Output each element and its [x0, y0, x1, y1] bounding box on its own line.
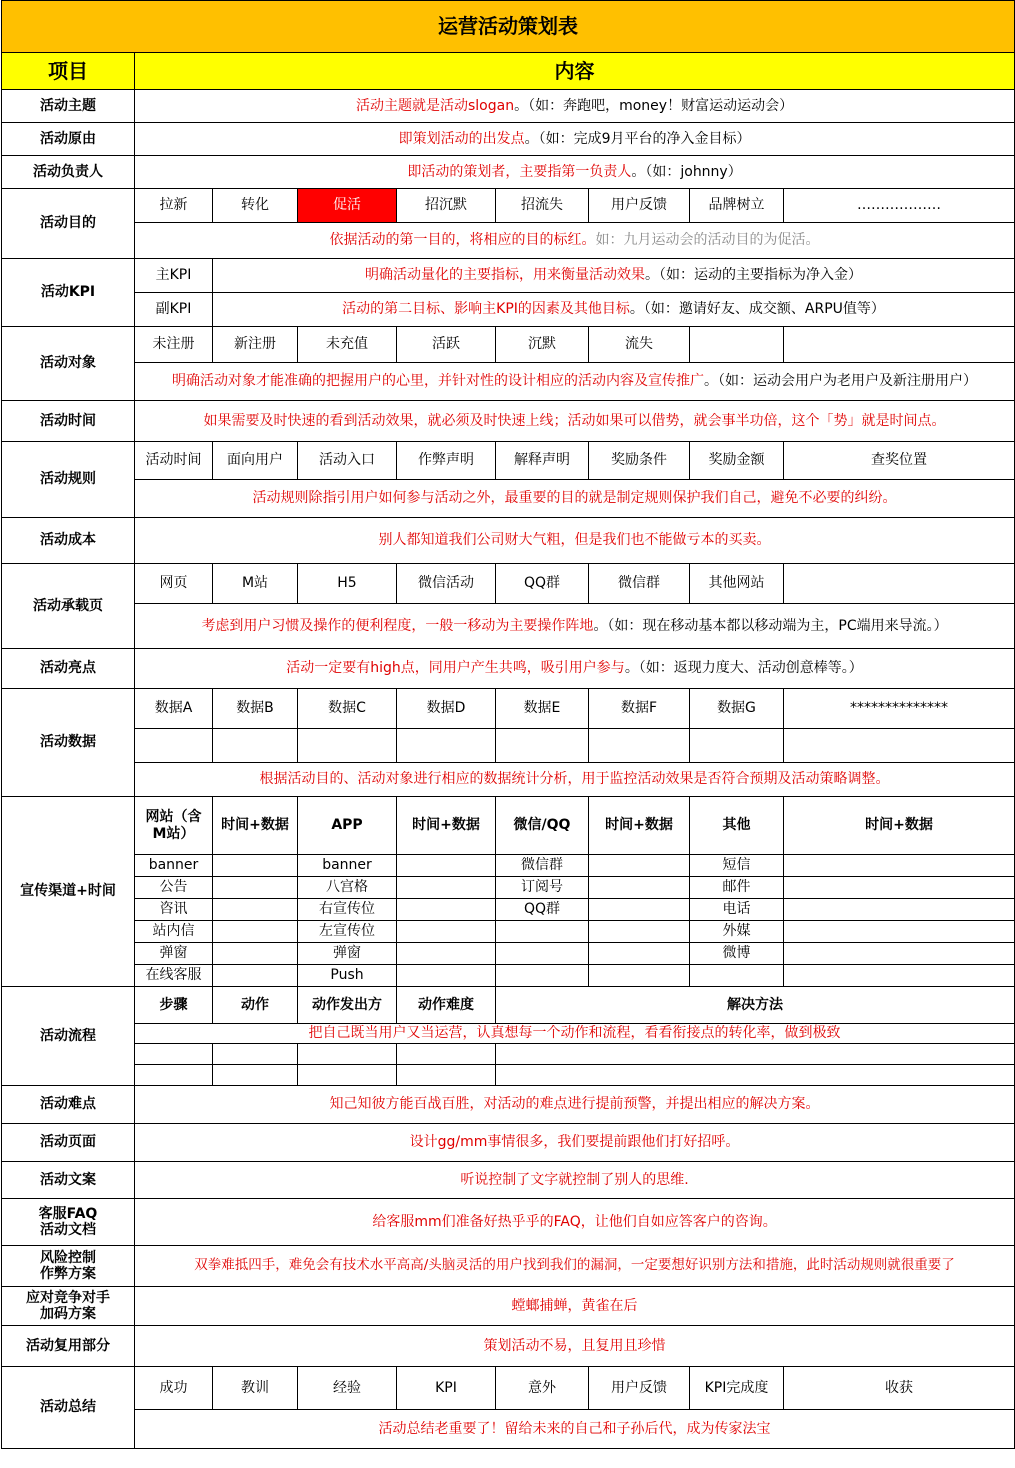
- channel-cell: 弹窗: [298, 943, 397, 965]
- target-option: [690, 327, 784, 363]
- reason-note: 即策划活动的出发点。（如：完成9月平台的净入金目标）: [135, 123, 1015, 156]
- data-cell: [397, 729, 496, 763]
- channel-cell: 短信: [690, 855, 784, 877]
- header-content: 内容: [135, 53, 1015, 90]
- flow-cell: [397, 1065, 496, 1086]
- rules-option: 解释声明: [496, 442, 589, 480]
- owner-note: 即活动的策划者，主要指第一负责人。（如：johnny）: [135, 156, 1015, 189]
- channel-cell: 左宣传位: [298, 921, 397, 943]
- flow-note: 把自己既当用户又当运营，认真想每一个动作和流程，看看衔接点的转化率，做到极致: [135, 1024, 1015, 1044]
- channel-header: 网站（含M站）: [135, 797, 213, 855]
- goal-option: 拉新: [135, 189, 213, 223]
- row-label-summary: 活动总结: [2, 1367, 135, 1449]
- channel-cell: [397, 921, 496, 943]
- goal-option-highlighted: 促活: [298, 189, 397, 223]
- channel-cell: [589, 899, 690, 921]
- flow-cell: [213, 1065, 298, 1086]
- channel-cell: [397, 855, 496, 877]
- goal-option: 用户反馈: [589, 189, 690, 223]
- pages-option: H5: [298, 564, 397, 604]
- target-option: [784, 327, 1015, 363]
- row-label-highlight: 活动亮点: [2, 649, 135, 689]
- channel-cell: [589, 965, 690, 987]
- channel-cell: [589, 877, 690, 899]
- channel-cell: 在线客服: [135, 965, 213, 987]
- faq-note: 给客服mm们准备好热乎乎的FAQ，让他们自如应答客户的咨询。: [135, 1199, 1015, 1246]
- rules-option: 活动时间: [135, 442, 213, 480]
- data-option: 数据B: [213, 689, 298, 729]
- target-option: 未注册: [135, 327, 213, 363]
- summary-option: 用户反馈: [589, 1367, 690, 1410]
- flow-header: 动作难度: [397, 987, 496, 1024]
- row-label-copy: 活动文案: [2, 1162, 135, 1199]
- channel-header: 时间+数据: [589, 797, 690, 855]
- goal-option: 品牌树立: [690, 189, 784, 223]
- channel-cell: [589, 943, 690, 965]
- flow-header: 解决方法: [496, 987, 1015, 1024]
- channel-cell: [213, 877, 298, 899]
- data-cell: [135, 729, 213, 763]
- competitor-note: 螳螂捕蝉，黄雀在后: [135, 1287, 1015, 1326]
- copy-note: 听说控制了文字就控制了别人的思维.: [135, 1162, 1015, 1199]
- flow-cell: [135, 1044, 213, 1065]
- kpi-sub-label: 副KPI: [135, 293, 213, 327]
- row-label-data: 活动数据: [2, 689, 135, 797]
- summary-note: 活动总结老重要了！留给未来的自己和子孙后代，成为传家法宝: [135, 1410, 1015, 1449]
- summary-option: 经验: [298, 1367, 397, 1410]
- data-option: 数据G: [690, 689, 784, 729]
- pages-option: [784, 564, 1015, 604]
- page-title: 运营活动策划表: [2, 1, 1015, 53]
- target-option: 活跃: [397, 327, 496, 363]
- channel-cell: [213, 965, 298, 987]
- data-cell: [589, 729, 690, 763]
- flow-header: 步骤: [135, 987, 213, 1024]
- highlight-note: 活动一定要有high点，同用户产生共鸣，吸引用户参与。（如：返现力度大、活动创意棒等。）: [135, 649, 1015, 689]
- channel-cell: [784, 965, 1015, 987]
- data-option: 数据F: [589, 689, 690, 729]
- channel-header: 时间+数据: [213, 797, 298, 855]
- rules-option: 奖励金额: [690, 442, 784, 480]
- channel-cell: 订阅号: [496, 877, 589, 899]
- activity-plan-table: [1, 0, 1015, 1449]
- target-note: 明确活动对象才能准确的把握用户的心里，并针对性的设计相应的活动内容及宣传推广。（如：运动会用户为老用户及新注册用户）: [135, 363, 1015, 401]
- channel-cell: 微博: [690, 943, 784, 965]
- channel-cell: [213, 943, 298, 965]
- channel-cell: 邮件: [690, 877, 784, 899]
- pages-option: 其他网站: [690, 564, 784, 604]
- data-cell: [298, 729, 397, 763]
- row-label-kpi: 活动KPI: [2, 259, 135, 327]
- flow-cell: [298, 1044, 397, 1065]
- data-cell: [784, 729, 1015, 763]
- row-label-target: 活动对象: [2, 327, 135, 401]
- flow-cell: [397, 1044, 496, 1065]
- channel-cell: [397, 965, 496, 987]
- goal-option: ………………: [784, 189, 1015, 223]
- channel-cell: 公告: [135, 877, 213, 899]
- channel-cell: [784, 943, 1015, 965]
- channel-cell: [496, 943, 589, 965]
- flow-cell: [496, 1065, 1015, 1086]
- header-item: 项目: [2, 53, 135, 90]
- channel-cell: [496, 921, 589, 943]
- data-cell: [213, 729, 298, 763]
- kpi-main-label: 主KPI: [135, 259, 213, 293]
- rules-option: 作弊声明: [397, 442, 496, 480]
- summary-option: 教训: [213, 1367, 298, 1410]
- rules-option: 奖励条件: [589, 442, 690, 480]
- row-label-pages: 活动承载页: [2, 564, 135, 649]
- pages-option: 微信活动: [397, 564, 496, 604]
- goal-note: 依据活动的第一目的，将相应的目的标红。如：九月运动会的活动目的为促活。: [135, 223, 1015, 259]
- channel-cell: [784, 921, 1015, 943]
- channel-header: 其他: [690, 797, 784, 855]
- goal-option: 招流失: [496, 189, 589, 223]
- flow-cell: [213, 1044, 298, 1065]
- data-cell: [496, 729, 589, 763]
- channel-cell: [397, 877, 496, 899]
- kpi-sub-note: 活动的第二目标、影响主KPI的因素及其他目标。（如：邀请好友、成交额、ARPU值等）: [213, 293, 1015, 327]
- summary-option: 收获: [784, 1367, 1015, 1410]
- data-cell: [690, 729, 784, 763]
- row-label-time: 活动时间: [2, 401, 135, 442]
- channel-cell: [690, 965, 784, 987]
- flow-cell: [135, 1065, 213, 1086]
- channel-cell: 微信群: [496, 855, 589, 877]
- pages-note: 考虑到用户习惯及操作的便利程度，一般一移动为主要操作阵地。（如：现在移动基本都以移动端为主，PC端用来导流。）: [135, 604, 1015, 649]
- flow-cell: [298, 1065, 397, 1086]
- row-label-owner: 活动负责人: [2, 156, 135, 189]
- rules-note: 活动规则除指引用户如何参与活动之外，最重要的目的就是制定规则保护我们自己，避免不必要的纠纷。: [135, 480, 1015, 518]
- row-label-competitor: 应对竞争对手 加码方案: [2, 1287, 135, 1326]
- row-label-goal: 活动目的: [2, 189, 135, 259]
- channel-cell: Push: [298, 965, 397, 987]
- row-label-risk: 风险控制 作弊方案: [2, 1246, 135, 1287]
- summary-option: KPI完成度: [690, 1367, 784, 1410]
- data-option: 数据A: [135, 689, 213, 729]
- channel-cell: 咨讯: [135, 899, 213, 921]
- pages-option: QQ群: [496, 564, 589, 604]
- page-design-note: 设计gg/mm事情很多，我们要提前跟他们打好招呼。: [135, 1124, 1015, 1162]
- goal-option: 转化: [213, 189, 298, 223]
- summary-option: 成功: [135, 1367, 213, 1410]
- flow-header: 动作: [213, 987, 298, 1024]
- channel-cell: [589, 921, 690, 943]
- flow-cell: [496, 1044, 1015, 1065]
- channel-cell: [397, 943, 496, 965]
- channel-cell: banner: [135, 855, 213, 877]
- channel-cell: [784, 855, 1015, 877]
- target-option: 未充值: [298, 327, 397, 363]
- row-label-page-design: 活动页面: [2, 1124, 135, 1162]
- risk-note: 双拳难抵四手，难免会有技术水平高高/头脑灵活的用户找到我们的漏洞，一定要想好识别方法和措施，此时活动规则就很重要了: [135, 1246, 1015, 1287]
- row-label-cost: 活动成本: [2, 518, 135, 564]
- channel-cell: 八宫格: [298, 877, 397, 899]
- data-option: 数据E: [496, 689, 589, 729]
- theme-note: 活动主题就是活动slogan。（如：奔跑吧，money！财富运动运动会）: [135, 90, 1015, 123]
- rules-option: 面向用户: [213, 442, 298, 480]
- channel-header: 微信/QQ: [496, 797, 589, 855]
- flow-header: 动作发出方: [298, 987, 397, 1024]
- pages-option: 网页: [135, 564, 213, 604]
- rules-option: 活动入口: [298, 442, 397, 480]
- pages-option: 微信群: [589, 564, 690, 604]
- channel-cell: [496, 965, 589, 987]
- data-option: 数据C: [298, 689, 397, 729]
- difficulty-note: 知己知彼方能百战百胜，对活动的难点进行提前预警，并提出相应的解决方案。: [135, 1086, 1015, 1124]
- reuse-note: 策划活动不易，且复用且珍惜: [135, 1326, 1015, 1367]
- channel-header: 时间+数据: [784, 797, 1015, 855]
- channel-cell: [397, 899, 496, 921]
- channel-cell: [784, 877, 1015, 899]
- channel-cell: 电话: [690, 899, 784, 921]
- channel-cell: QQ群: [496, 899, 589, 921]
- pages-option: M站: [213, 564, 298, 604]
- channel-cell: [213, 899, 298, 921]
- summary-option: 意外: [496, 1367, 589, 1410]
- channel-cell: 弹窗: [135, 943, 213, 965]
- channel-cell: [784, 899, 1015, 921]
- data-option: 数据D: [397, 689, 496, 729]
- target-option: 新注册: [213, 327, 298, 363]
- goal-option: 招沉默: [397, 189, 496, 223]
- kpi-main-note: 明确活动量化的主要指标，用来衡量活动效果。（如：运动的主要指标为净入金）: [213, 259, 1015, 293]
- target-option: 沉默: [496, 327, 589, 363]
- time-note: 如果需要及时快速的看到活动效果，就必须及时快速上线；活动如果可以借势，就会事半功倍，这个「势」就是时间点。: [135, 401, 1015, 442]
- row-label-faq: 客服FAQ 活动文档: [2, 1199, 135, 1246]
- summary-option: KPI: [397, 1367, 496, 1410]
- cost-note: 别人都知道我们公司财大气粗，但是我们也不能做亏本的买卖。: [135, 518, 1015, 564]
- channel-cell: [213, 921, 298, 943]
- channel-cell: [589, 855, 690, 877]
- row-label-flow: 活动流程: [2, 987, 135, 1086]
- target-option: 流失: [589, 327, 690, 363]
- row-label-channels: 宣传渠道+时间: [2, 797, 135, 987]
- row-label-difficulty: 活动难点: [2, 1086, 135, 1124]
- data-note: 根据活动目的、活动对象进行相应的数据统计分析，用于监控活动效果是否符合预期及活动策略调整。: [135, 763, 1015, 797]
- row-label-reuse: 活动复用部分: [2, 1326, 135, 1367]
- channel-cell: [213, 855, 298, 877]
- row-label-rules: 活动规则: [2, 442, 135, 518]
- channel-cell: 站内信: [135, 921, 213, 943]
- rules-option: 查奖位置: [784, 442, 1015, 480]
- channel-cell: banner: [298, 855, 397, 877]
- data-option: **************: [784, 689, 1015, 729]
- channel-cell: 外媒: [690, 921, 784, 943]
- row-label-reason: 活动原由: [2, 123, 135, 156]
- row-label-theme: 活动主题: [2, 90, 135, 123]
- channel-cell: 右宣传位: [298, 899, 397, 921]
- channel-header: 时间+数据: [397, 797, 496, 855]
- channel-header: APP: [298, 797, 397, 855]
